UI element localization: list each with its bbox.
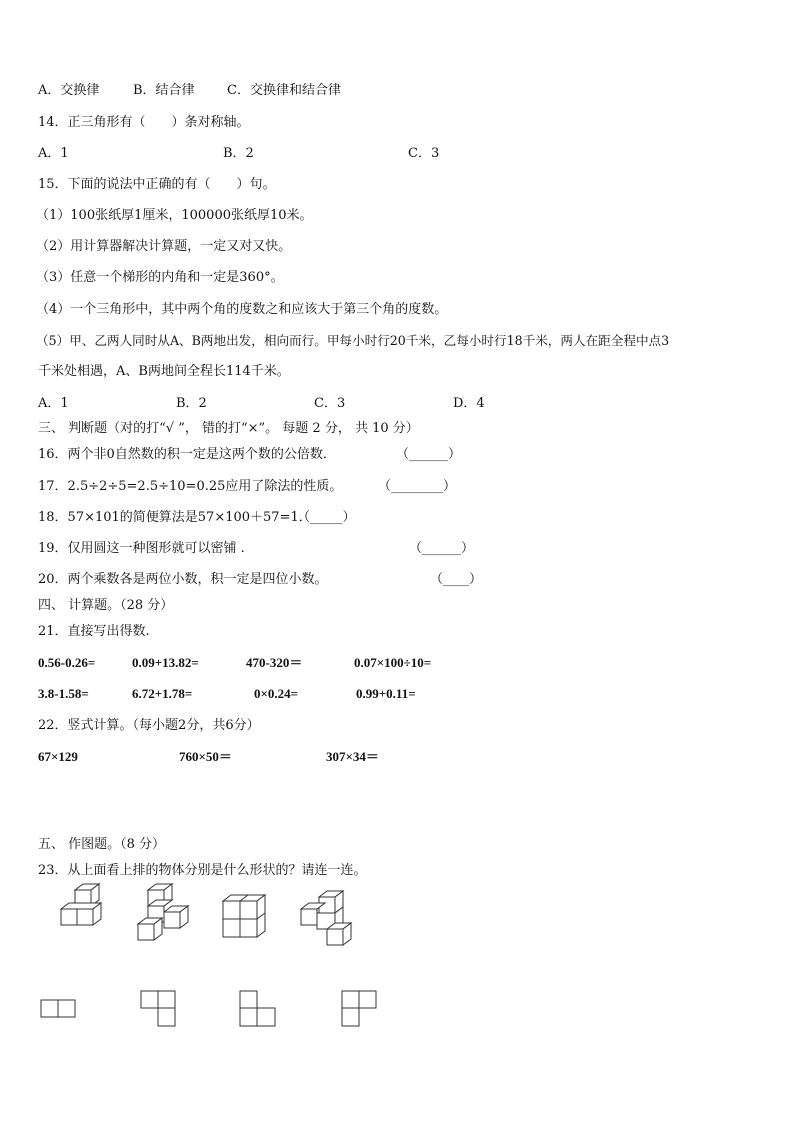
top-view-shape-4[interactable] xyxy=(341,990,377,1028)
cube-figure-3[interactable] xyxy=(221,893,269,943)
q21-row2-item1: 3.8-1.58= xyxy=(38,686,89,701)
cube-figure-1[interactable] xyxy=(57,882,107,940)
q21-row2-item2: 6.72+1.78= xyxy=(132,686,193,701)
q22-item2: 760×50＝ xyxy=(179,749,232,764)
q15-statement-5-cont: 千米处相遇，A、B两地间全程长114千米。 xyxy=(38,364,290,379)
q14-option-a: A．1 xyxy=(38,146,69,161)
q14-option-c: C．3 xyxy=(408,146,440,161)
q15-option-d: D．4 xyxy=(453,396,485,411)
q18-answer-blank[interactable]: （_____） xyxy=(297,510,356,525)
q14-stem: 14．正三角形有（ ）条对称轴。 xyxy=(38,115,250,130)
q15-statement-1: （1）100张纸厚1厘米，100000张纸厚10米。 xyxy=(36,208,313,223)
q13-option-a: A．交换律 xyxy=(38,83,100,98)
q15-statement-5: （5）甲、乙两人同时从A、B两地出发，相向而行。甲每小时行20千米，乙每小时行18千米，两人在距全程中点3 xyxy=(36,333,670,348)
q13-option-b: B．结合律 xyxy=(133,83,195,98)
q20-text: 20．两个乘数各是两位小数，积一定是四位小数。 xyxy=(38,572,328,587)
q16-answer-blank[interactable]: （______） xyxy=(396,447,462,462)
q21-row1-item3: 470-320＝ xyxy=(246,655,303,670)
q15-option-b: B．2 xyxy=(176,396,207,411)
cube-figure-2[interactable] xyxy=(134,882,190,942)
q15-option-a: A．1 xyxy=(38,396,69,411)
q15-stem: 15．下面的说法中正确的有（ ）句。 xyxy=(38,177,276,192)
q15-option-c: C．3 xyxy=(314,396,346,411)
q15-statement-3: （3）任意一个梯形的内角和一定是360°。 xyxy=(36,270,284,285)
q21-row1-item1: 0.56-0.26= xyxy=(38,655,96,670)
q19-text: 19．仅用圆这一种图形就可以密铺 . xyxy=(38,541,245,556)
top-view-shape-2[interactable] xyxy=(140,990,176,1028)
q13-option-c: C．交换律和结合律 xyxy=(227,83,341,98)
q14-option-b: B．2 xyxy=(223,146,254,161)
q15-statement-2: （2）用计算器解决计算题，一定又对又快。 xyxy=(36,239,292,254)
q18-text: 18．57×101的简便算法是57×100＋57=1． xyxy=(38,510,312,525)
q23-stem: 23．从上面看上排的物体分别是什么形状的？请连一连。 xyxy=(38,863,367,878)
section-4-heading: 四、 计算题。（28 分） xyxy=(38,598,174,613)
q21-row2-item3: 0×0.24= xyxy=(254,686,299,701)
q22-item3: 307×34＝ xyxy=(326,749,379,764)
q16-text: 16．两个非0自然数的积一定是这两个数的公倍数． xyxy=(38,447,336,462)
q22-item1: 67×129 xyxy=(38,749,78,764)
q22-stem: 22．竖式计算。（每小题2分，共6分） xyxy=(38,718,260,733)
q21-row1-item4: 0.07×100÷10= xyxy=(354,655,432,670)
top-view-shape-1[interactable] xyxy=(40,999,76,1019)
cube-figure-4[interactable] xyxy=(299,889,355,945)
section-3-heading: 三、 判断题（对的打“√ ”， 错的打“×”。 每题 2 分， 共 10 分） xyxy=(38,421,419,436)
q19-answer-blank[interactable]: （______） xyxy=(409,541,475,556)
q21-stem: 21．直接写出得数. xyxy=(38,624,150,639)
q20-answer-blank[interactable]: （____） xyxy=(430,572,483,587)
q21-row1-item2: 0.09+13.82= xyxy=(132,655,199,670)
section-5-heading: 五、 作图题。（8 分） xyxy=(38,837,166,852)
q21-row2-item4: 0.99+0.11= xyxy=(356,686,416,701)
q17-text: 17．2.5÷2÷5=2.5÷10=0.25应用了除法的性质。 xyxy=(38,479,343,494)
top-view-shape-3[interactable] xyxy=(239,990,277,1028)
q17-answer-blank[interactable]: （________） xyxy=(378,479,457,494)
q15-statement-4: （4）一个三角形中，其中两个角的度数之和应该大于第三个角的度数。 xyxy=(36,302,448,317)
